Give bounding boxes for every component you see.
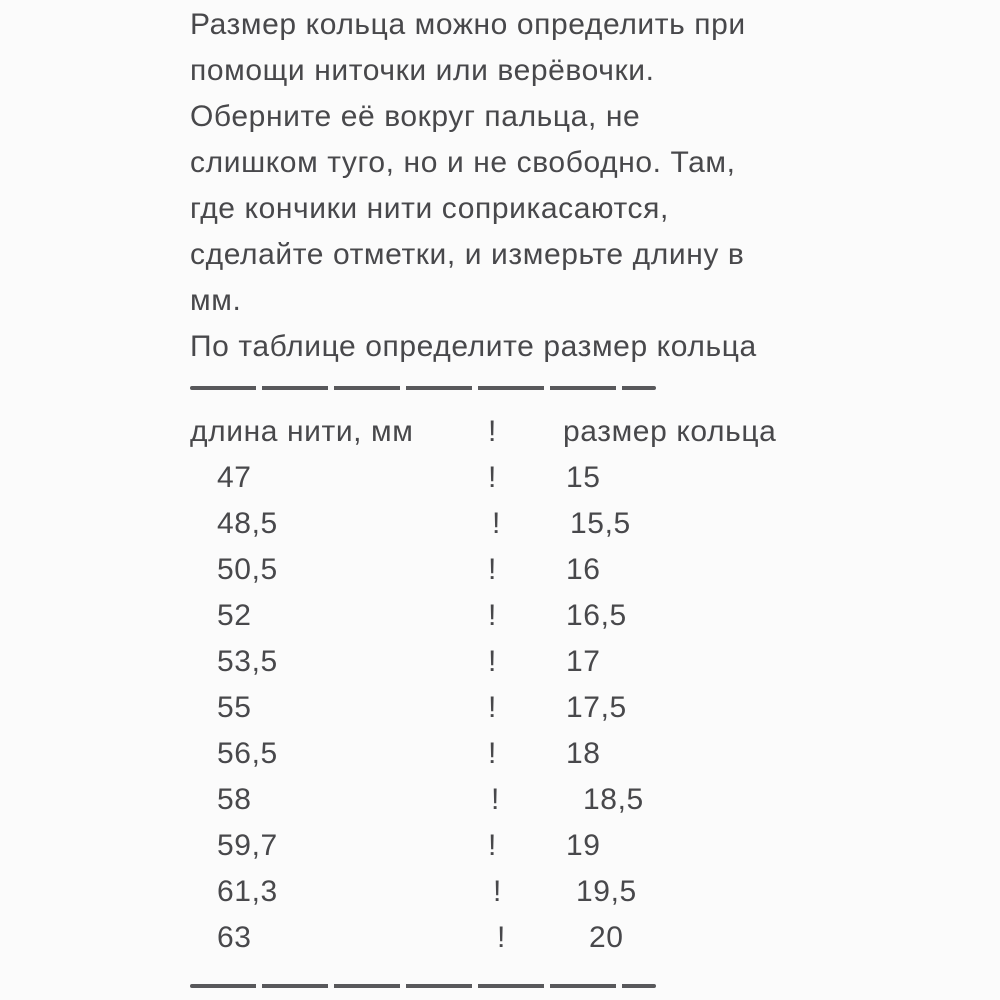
column-separator: !: [488, 829, 497, 862]
intro-paragraph: [190, 2, 860, 324]
length-cell: 56,5: [217, 737, 278, 770]
length-cell: 53,5: [217, 645, 278, 678]
table-rows: [190, 455, 860, 961]
ring-size-table: [190, 409, 860, 961]
size-cell: 18,5: [583, 783, 644, 816]
length-cell: 50,5: [217, 553, 278, 586]
size-cell: 17: [566, 645, 601, 678]
intro-line: Размер кольца можно определить при: [190, 8, 746, 41]
length-column-header: длина нити, мм: [190, 415, 414, 448]
table-row: [190, 777, 860, 823]
size-cell: 16,5: [566, 599, 627, 632]
column-separator: !: [488, 599, 497, 632]
table-row: [190, 593, 860, 639]
size-cell: 16: [566, 553, 601, 586]
table-row: [190, 823, 860, 869]
table-row: [190, 915, 860, 961]
table-row: [190, 547, 860, 593]
column-separator: !: [488, 691, 497, 724]
intro-line: слишком туго, но и не свободно. Там,: [190, 146, 736, 179]
intro-line: мм.: [190, 284, 242, 317]
intro-line: Оберните её вокруг пальца, не: [190, 100, 641, 133]
column-separator: !: [488, 415, 497, 448]
length-cell: 58: [217, 783, 252, 816]
length-cell: 48,5: [217, 507, 278, 540]
table-top-divider: [190, 386, 656, 390]
length-cell: 52: [217, 599, 252, 632]
column-separator: !: [488, 737, 497, 770]
table-row: [190, 501, 860, 547]
intro-line: сделайте отметки, и измерьте длину в: [190, 238, 745, 271]
column-separator: !: [488, 645, 497, 678]
table-row: [190, 455, 860, 501]
table-hint-line: По таблице определите размер кольца: [190, 330, 757, 363]
table-row: [190, 869, 860, 915]
intro-line: где кончики нити соприкасаются,: [190, 192, 669, 225]
table-row: [190, 731, 860, 777]
size-cell: 19: [566, 829, 601, 862]
length-cell: 47: [217, 461, 252, 494]
size-cell: 20: [589, 921, 624, 954]
table-row: [190, 685, 860, 731]
size-column-header: размер кольца: [563, 415, 777, 448]
size-cell: 15: [566, 461, 601, 494]
size-cell: 15,5: [570, 507, 631, 540]
column-separator: !: [488, 461, 497, 494]
column-separator: !: [492, 507, 501, 540]
length-cell: 55: [217, 691, 252, 724]
size-cell: 17,5: [566, 691, 627, 724]
size-cell: 19,5: [576, 875, 637, 908]
column-separator: !: [491, 783, 500, 816]
column-separator: !: [488, 553, 497, 586]
table-row: [190, 639, 860, 685]
length-cell: 63: [217, 921, 252, 954]
column-separator: !: [497, 921, 506, 954]
length-cell: 59,7: [217, 829, 278, 862]
intro-line: помощи ниточки или верёвочки.: [190, 54, 655, 87]
table-bottom-divider: [190, 984, 656, 988]
length-cell: 61,3: [217, 875, 278, 908]
table-header-row: [190, 409, 860, 455]
size-cell: 18: [566, 737, 601, 770]
column-separator: !: [493, 875, 502, 908]
